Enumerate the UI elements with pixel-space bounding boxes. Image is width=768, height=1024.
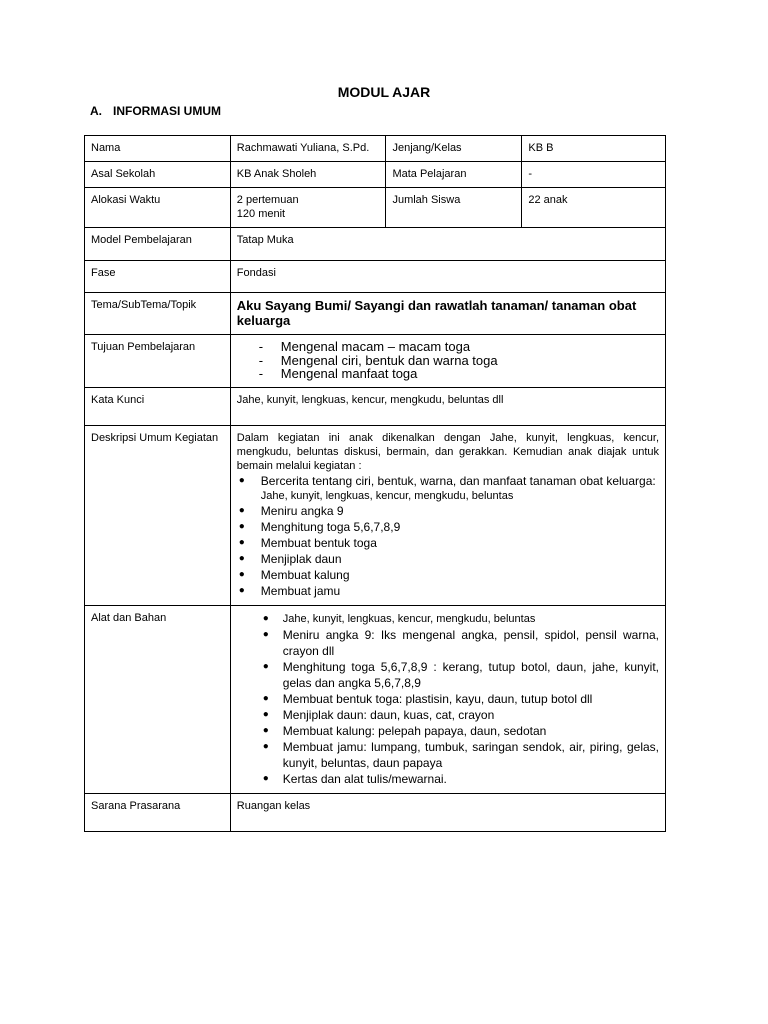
list-item — [237, 567, 659, 583]
section-title: INFORMASI UMUM — [113, 104, 221, 118]
row-nama — [85, 136, 666, 162]
info-table — [84, 135, 666, 832]
alat-item-text: Jahe, kunyit, lengkuas, kencur, mengkudu, beluntas — [282, 612, 536, 625]
value-tema — [230, 293, 665, 335]
bullet-icon: ● — [238, 504, 245, 516]
list-item — [237, 503, 659, 519]
row-alat-bahan — [85, 605, 666, 793]
bullet-icon: ● — [262, 660, 269, 672]
bullet-icon: ● — [262, 708, 269, 720]
deskripsi-item-text: Meniru angka 9 — [260, 503, 344, 518]
bullet-icon: ● — [262, 772, 269, 784]
row-alokasi-waktu — [85, 188, 666, 228]
bullet-icon: ● — [262, 740, 269, 752]
row-asal-sekolah — [85, 162, 666, 188]
document-title: MODUL AJAR — [337, 84, 431, 100]
tujuan-list — [237, 340, 659, 381]
label-tema: Tema/SubTema/Topik — [85, 293, 231, 335]
tema-text: Aku Sayang Bumi/ Sayangi dan rawatlah tanaman/ tanaman obat keluarga — [236, 298, 637, 328]
list-item — [259, 771, 659, 787]
alat-item-text: Menjiplak daun: daun, kuas, cat, crayon — [282, 707, 495, 722]
alokasi-line-1: 2 pertemuan — [236, 194, 299, 206]
label-alokasi-waktu: Alokasi Waktu — [85, 188, 231, 228]
section-heading — [90, 104, 221, 118]
dash-marker: - — [258, 339, 264, 354]
list-item — [237, 519, 659, 535]
value-model-pembelajaran: Tatap Muka — [230, 228, 665, 261]
tujuan-item-text: Mengenal ciri, bentuk dan warna toga — [280, 352, 498, 368]
row-tema — [85, 293, 666, 335]
value-sarana-prasarana: Ruangan kelas — [230, 793, 665, 831]
dash-marker: - — [258, 352, 264, 368]
row-kata-kunci — [85, 387, 666, 425]
label-model-pembelajaran: Model Pembelajaran — [85, 228, 231, 261]
list-item — [237, 551, 659, 567]
bullet-icon: ● — [238, 474, 245, 486]
bullet-icon: ● — [238, 552, 245, 564]
deskripsi-item-text: Menjiplak daun — [260, 551, 342, 566]
tujuan-item-text: Mengenal macam – macam toga — [280, 339, 471, 354]
row-model-pembelajaran — [85, 228, 666, 261]
row-deskripsi — [85, 425, 666, 605]
value-jumlah-siswa: 22 anak — [522, 188, 666, 228]
alat-item-text: Membuat bentuk toga: plastisin, kayu, daun, tutup botol dll — [282, 691, 593, 706]
value-fase: Fondasi — [230, 261, 665, 293]
list-item — [259, 691, 659, 707]
label-deskripsi: Deskripsi Umum Kegiatan — [85, 425, 231, 605]
list-item — [259, 723, 659, 739]
bullet-icon: ● — [262, 628, 269, 640]
list-item — [259, 739, 659, 771]
list-item — [259, 340, 659, 354]
value-jenjang: KB B — [522, 136, 666, 162]
list-item — [259, 707, 659, 723]
list-item — [259, 367, 659, 381]
row-fase — [85, 261, 666, 293]
value-deskripsi — [230, 425, 665, 605]
list-item — [259, 627, 659, 659]
label-fase: Fase — [85, 261, 231, 293]
deskripsi-sub-line: Jahe, kunyit, lengkuas, kencur, mengkudu, beluntas — [260, 489, 514, 502]
deskripsi-paragraph: Dalam kegiatan ini anak dikenalkan dengan Jahe, kunyit, lengkuas, kencur, mengkudu, beluntas diskusi, bermain, dan gerakkan. Kemudian anak diajak untuk bemain melalui kegiatan : — [236, 431, 659, 472]
value-mata-pelajaran: - — [522, 162, 666, 188]
row-tujuan-pembelajaran — [85, 335, 666, 388]
value-tujuan-pembelajaran — [230, 335, 665, 388]
value-kata-kunci: Jahe, kunyit, lengkuas, kencur, mengkudu, beluntas dll — [230, 387, 665, 425]
list-item — [237, 473, 659, 489]
label-asal-sekolah: Asal Sekolah — [85, 162, 231, 188]
row-sarana-prasarana — [85, 793, 666, 831]
label-nama: Nama — [85, 136, 231, 162]
alat-item-text: Menghitung toga 5,6,7,8,9 : kerang, tutup botol, daun, jahe, kunyit, gelas dan angka 5,6,7,8,9 — [282, 659, 659, 690]
label-jumlah-siswa: Jumlah Siswa — [386, 188, 522, 228]
alat-item-text: Membuat kalung: pelepah papaya, daun, sedotan — [282, 723, 547, 738]
list-item — [237, 583, 659, 599]
label-jenjang: Jenjang/Kelas — [386, 136, 522, 162]
label-alat-bahan: Alat dan Bahan — [85, 605, 231, 793]
label-mata-pelajaran: Mata Pelajaran — [386, 162, 522, 188]
deskripsi-item-text: Membuat jamu — [260, 583, 341, 598]
label-sarana-prasarana: Sarana Prasarana — [85, 793, 231, 831]
bullet-icon: ● — [238, 568, 245, 580]
value-asal-sekolah: KB Anak Sholeh — [230, 162, 386, 188]
list-item — [259, 611, 659, 627]
bullet-icon: ● — [262, 612, 269, 624]
dash-marker: - — [258, 366, 264, 381]
bullet-icon: ● — [238, 536, 245, 548]
alat-item-text: Membuat jamu: lumpang, tumbuk, saringan sendok, air, piring, gelas, kunyit, beluntas, daun papaya — [282, 739, 659, 770]
label-tujuan-pembelajaran: Tujuan Pembelajaran — [85, 335, 231, 388]
deskripsi-item-text: Membuat kalung — [260, 567, 350, 582]
tujuan-item-text: Mengenal manfaat toga — [280, 366, 418, 381]
alokasi-line-2: 120 menit — [236, 208, 286, 220]
deskripsi-item-text: Membuat bentuk toga — [260, 535, 377, 550]
alat-item-text: Kertas dan alat tulis/mewarnai. — [282, 771, 447, 786]
section-letter: A. — [90, 104, 102, 118]
list-item — [259, 354, 659, 368]
alat-list — [237, 611, 659, 787]
bullet-icon: ● — [238, 520, 245, 532]
list-item — [259, 659, 659, 691]
bullet-icon: ● — [262, 692, 269, 704]
label-kata-kunci: Kata Kunci — [85, 387, 231, 425]
value-alat-bahan — [230, 605, 665, 793]
value-nama: Rachmawati Yuliana, S.Pd. — [230, 136, 386, 162]
deskripsi-list — [237, 473, 659, 489]
bullet-icon: ● — [238, 584, 245, 596]
deskripsi-list-more — [237, 503, 659, 599]
deskripsi-item-text: Menghitung toga 5,6,7,8,9 — [260, 519, 401, 534]
alat-item-text: Meniru angka 9: Iks mengenal angka, pensil, spidol, pensil warna, crayon dll — [282, 627, 659, 658]
bullet-icon: ● — [262, 724, 269, 736]
list-item — [237, 535, 659, 551]
deskripsi-item-text: Bercerita tentang ciri, bentuk, warna, dan manfaat tanaman obat keluarga: — [260, 473, 656, 488]
value-alokasi-waktu — [230, 188, 386, 228]
